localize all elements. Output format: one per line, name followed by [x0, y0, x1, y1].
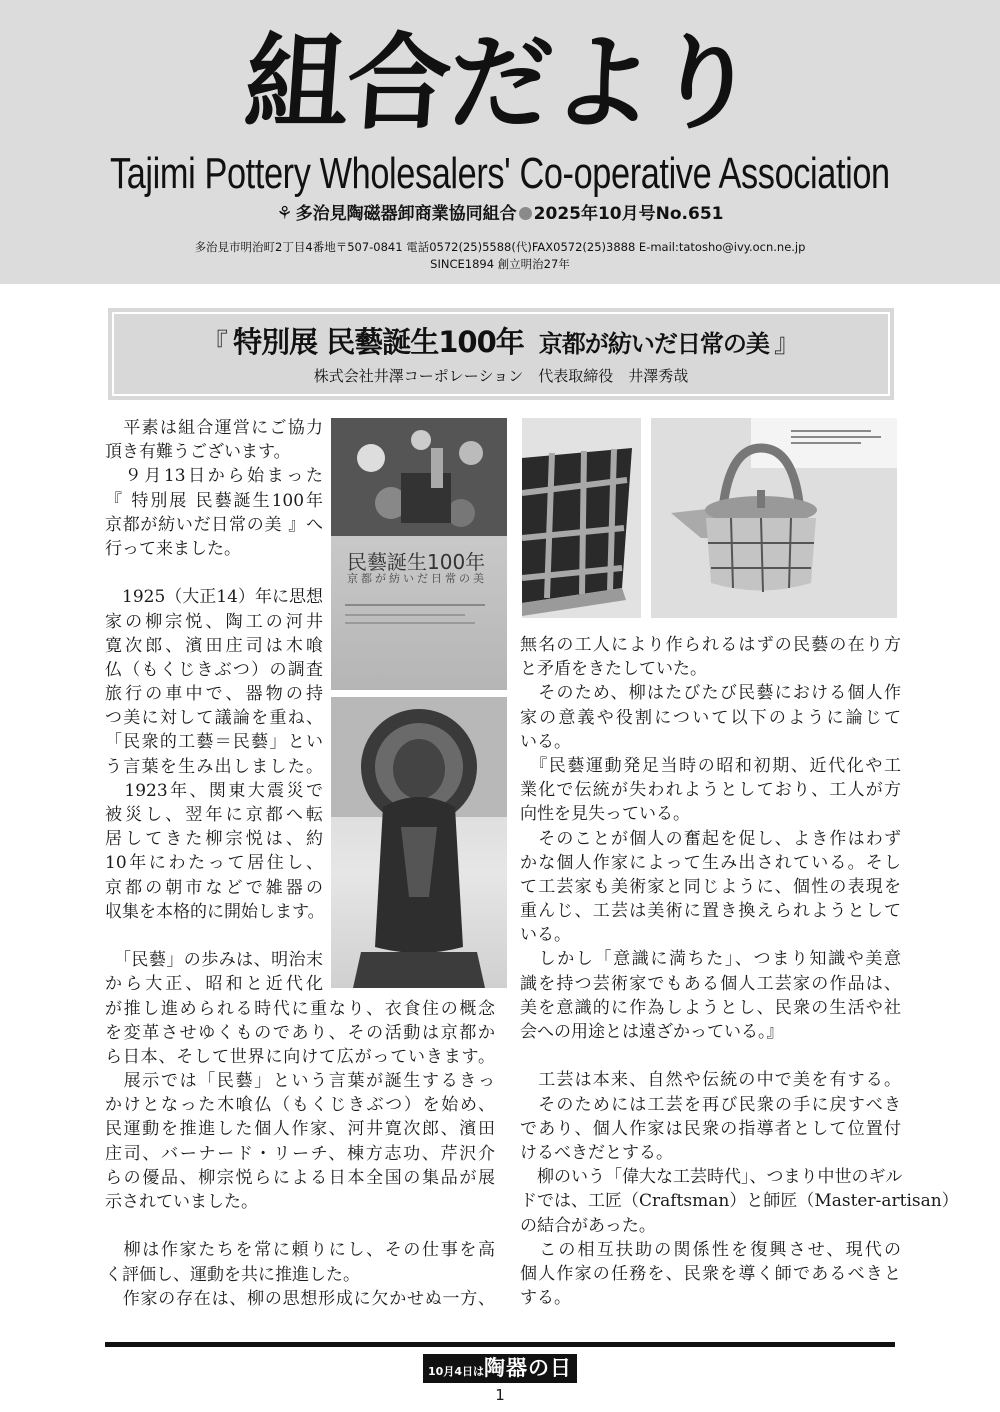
- badge-title-text: 陶器の日: [483, 1356, 572, 1380]
- article-text-line: そのため、柳はたびたび民藝における個人作: [520, 683, 901, 704]
- article-text-line: かな個人作家によって生み出されている。そし: [520, 852, 901, 873]
- title-bracket-open: 『: [202, 329, 229, 359]
- article-text-line: 1925（大正14）年に思想: [105, 587, 323, 608]
- article-text-line: が推し進められる時代に重なり、衣食住の概念: [105, 998, 495, 1019]
- article-text-line: そのことが個人の奮起を促し、よき作はわず: [520, 828, 901, 849]
- article-text-line: と矛盾をきたしていた。: [520, 659, 707, 680]
- article-text-line: 展示では「民藝」という言葉が誕生するきっ: [105, 1071, 495, 1092]
- wheat-emblem-icon: ⚘: [276, 203, 293, 224]
- article-text-line: 家の柳宗悦、陶工の河井: [105, 611, 323, 632]
- page-number: 1: [495, 1386, 505, 1404]
- article-text-line: 重んじ、工芸は美術に置き換えられようとして: [520, 901, 901, 922]
- statue-image: [331, 697, 507, 988]
- article-text-line: そのためには工芸を再び民衆の手に戻すべき: [520, 1094, 901, 1115]
- article-text-line: う言葉を生み出しました。: [105, 756, 323, 777]
- article-text-line: 寛次郎、濱田庄司は木喰: [105, 635, 323, 656]
- article-text-line: [105, 924, 323, 948]
- article-text-line: ９月13日から始まった: [105, 466, 323, 487]
- article-text-line: 無名の工人により作られるはずの民藝の在り方: [520, 635, 901, 655]
- issue-line: [0, 200, 1000, 228]
- bullet-dot-icon: [519, 207, 532, 220]
- article-text-line: 収集を本格的に開始します。: [105, 901, 325, 922]
- article-text-line: [105, 1214, 495, 1238]
- article-text-line: 会への用途とは遠ざかっている。』: [520, 1022, 784, 1042]
- article-title: [114, 324, 888, 365]
- article-text-line: ドでは、工匠（Craftsman）と師匠（Master-artisan）: [520, 1191, 959, 1212]
- article-text-line: 10年にわたって居住し、: [105, 853, 323, 874]
- article-text-line: の結合があった。: [520, 1215, 656, 1236]
- article-text-line: 柳は作家たちを常に頼りにし、その仕事を高: [105, 1240, 495, 1261]
- article-text-line: 京都が紡いだ日常の美 』へ: [105, 514, 323, 535]
- poster-title: 民藝誕生100年: [347, 550, 486, 574]
- article-text-line: 『民藝運動発足当時の昭和初期、近代化や工: [520, 755, 901, 776]
- article-text-line: 仏（もくじきぶつ）の調査: [105, 659, 323, 680]
- article-text-line: [520, 1044, 901, 1068]
- dish-image: [522, 418, 641, 618]
- article-text-line: けるべきだとする。: [520, 1142, 673, 1163]
- poster-subtitle: 京都が紡いだ日常の美: [347, 572, 487, 585]
- exhibition-poster-photo: [331, 418, 507, 690]
- article-text-line: 個人作家の任務を、民衆を導く師であるべきと: [520, 1263, 901, 1284]
- masthead: [0, 0, 1000, 284]
- article-text-line: 京都の朝市などで雑器の: [105, 877, 323, 898]
- article-text-line: 庄司、バーナード・リーチ、棟方志功、芹沢介: [105, 1143, 495, 1164]
- article-text-line: 「民藝」の歩みは、明治末: [105, 950, 323, 971]
- mokujiki-buddha-statue-photo: [331, 697, 507, 988]
- badge-date-text: 10月4日は: [428, 1365, 484, 1378]
- address-line: 多治見市明治町2丁目4番地〒507-0841 電話0572(25)5588(代)FAX0572(25)3888 E-mail:tatosho@ivy.ocn.ne.jp: [194, 240, 806, 254]
- newsletter-logo-title: 組合だより: [240, 21, 760, 144]
- article-author: 株式会社井澤コーポレーション 代表取締役 井澤秀哉: [313, 367, 689, 385]
- article-text-line: 被災し、翌年に京都へ転: [105, 805, 323, 825]
- article-text-line: いる。: [520, 925, 571, 946]
- poster-crowd-image: [331, 418, 507, 536]
- since-line: SINCE1894 創立明治27年: [430, 257, 570, 271]
- article-text-line: いる。: [520, 731, 571, 752]
- article-text-line: く評価し、運動を共に推進した。: [105, 1264, 360, 1285]
- article-text-line: 美を意識的に作為しようとし、民衆の生活や社: [520, 997, 901, 1018]
- article-title-box: [108, 308, 894, 400]
- article-text-line: 1923年、関東大震災で: [105, 780, 323, 801]
- article-text-line: 工芸は本来、自然や伝統の中で美を有する。: [520, 1070, 901, 1091]
- issue-number: 2025年10月号No.651: [533, 204, 724, 224]
- contact-info: [0, 239, 1000, 273]
- article-text-line: 柳のいう「偉大な工芸時代」、つまり中世のギル: [520, 1167, 903, 1188]
- article-text-line: かけとなった木喰仏（もくじきぶつ）を始め、: [105, 1095, 495, 1116]
- article-text-line: 平素は組合運営にご協力: [105, 418, 323, 438]
- article-text-line: [105, 561, 323, 585]
- article-text-line: らの優品、柳宗悦らによる日本全国の集品が展: [105, 1167, 495, 1188]
- article-text-line: 『 特別展 民藝誕生100年: [105, 490, 323, 511]
- article-text-line: 識を持つ芸術家でもある個人工芸家の作品は、: [520, 973, 901, 994]
- article-text-line: 業化で伝統が失われようとしており、工人が方: [520, 780, 901, 801]
- article-text-line: ら日本、そして世界に向けて広がっていきます。: [105, 1046, 495, 1067]
- title-sub: 京都が紡いだ日常の美: [538, 330, 769, 358]
- article-text-line: 作家の存在は、柳の思想形成に欠かせぬ一方、: [105, 1288, 495, 1309]
- article-text-line: 頂き有難うございます。: [105, 442, 291, 463]
- article-text-line: から大正、昭和と近代化: [105, 974, 323, 995]
- article-text-line: 民運動を推進した個人作家、河井寛次郎、濱田: [105, 1119, 495, 1140]
- article-text-line: この相互扶助の関係性を復興させ、現代の: [520, 1239, 901, 1260]
- article-text-line: であり、個人作家は民衆の指導者として位置付: [520, 1118, 901, 1139]
- article-text-line: 家の意義や役割について以下のように論じて: [520, 707, 901, 728]
- right-column-text: [520, 633, 959, 1310]
- title-bracket-close: 』: [773, 329, 800, 359]
- article-text-line: て工芸家も美術家と同じように、個性の表現を: [520, 876, 901, 897]
- article-text-line: 「民衆的工藝＝民藝」とい: [105, 732, 323, 753]
- article-text-line: 旅行の車中で、器物の持: [105, 684, 323, 705]
- article-text-line: 向性を見失っている。: [520, 804, 690, 825]
- pottery-day-badge: [423, 1354, 577, 1383]
- article-text-line: 示されていました。: [105, 1192, 258, 1212]
- article-text-line: 居してきた柳宗悦は、約: [105, 829, 323, 850]
- lattice-dish-photo: [522, 418, 641, 618]
- article-text-line: つ美に対して議論を重ね、: [105, 708, 323, 729]
- article-text-line: 行って来ました。: [105, 538, 241, 559]
- org-name: 多治見陶磁器卸商業協同組合: [295, 204, 517, 224]
- title-main: 特別展 民藝誕生100年: [233, 325, 524, 359]
- footer-divider: [105, 1342, 895, 1347]
- article-text-line: しかし「意識に満ちた」、つまり知識や美意: [520, 949, 901, 970]
- lattice-teapot-photo: [651, 418, 897, 618]
- teapot-image: [651, 418, 897, 618]
- article-text-line: する。: [520, 1288, 571, 1309]
- english-org-name: Tajimi Pottery Wholesalers' Co-operative Association: [110, 149, 890, 198]
- article-text-line: を変革させゆくものであり、その活動は京都か: [105, 1022, 495, 1043]
